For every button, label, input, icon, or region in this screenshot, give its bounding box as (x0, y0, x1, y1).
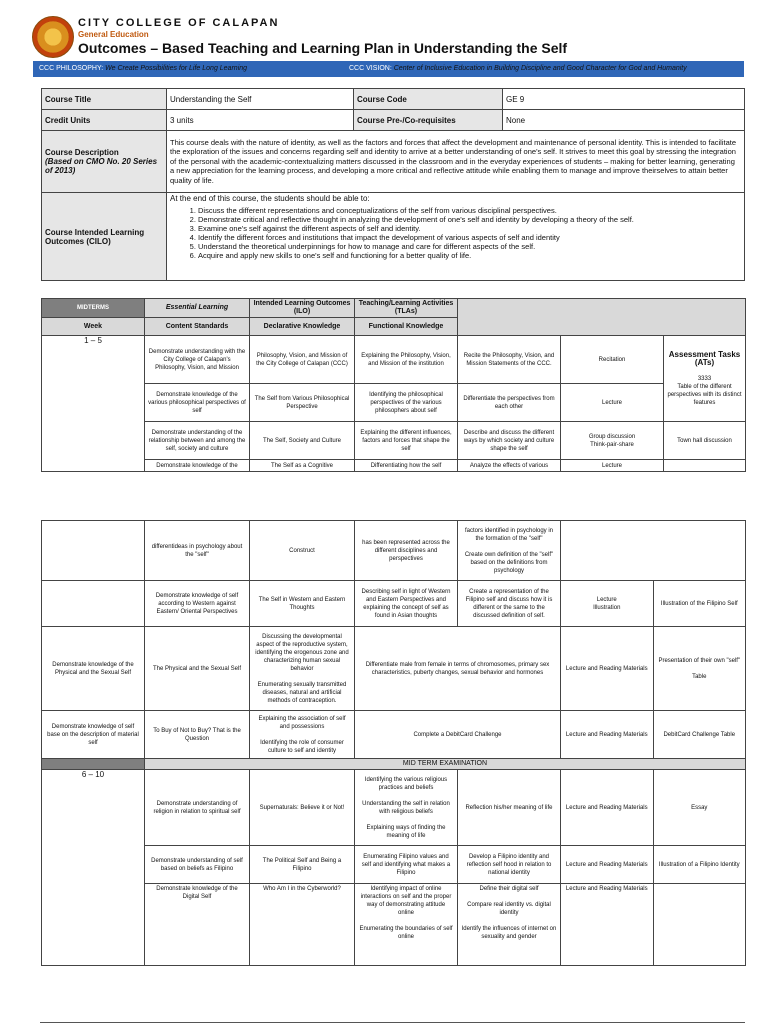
cilo-item: 1. Discuss the different representations and conceptualizations of the self from various disciplinal perspectives. (198, 206, 741, 215)
plan-table-page1 (41, 298, 746, 472)
cilo-item: 2. Demonstrate critical and reflective thought in analyzing the development of one's self and identity by developing a theory of the self. (198, 215, 741, 224)
tla: Lecture (561, 460, 664, 472)
activity: Create a representation of the Filipino self and discuss how it is different or the same to the discussed definition of self. (458, 581, 561, 627)
declarative: To Buy of Not to Buy? That is the Question (145, 711, 250, 759)
tla: Lecture (561, 384, 664, 422)
course-code: GE 9 (503, 89, 745, 110)
blank-header (458, 299, 746, 336)
assessment: DebitCard Challenge Table (653, 711, 745, 759)
credit-units-label: Credit Units (42, 110, 167, 131)
activity: Differentiate the perspectives from each other (458, 384, 561, 422)
midterms-header: MIDTERMS (42, 299, 145, 318)
activity: Describe and discuss the different ways by which society and culture shape the self (458, 422, 561, 460)
week-1-5: 1 – 5 (42, 336, 145, 472)
cilo-label: Course Intended Learning Outcomes (CILO) (42, 193, 167, 281)
declarative-header: Declarative Knowledge (250, 318, 355, 336)
vision: CCC VISION: Center of Inclusive Education in Building Discipline and Good Character for God and Humanity (349, 65, 687, 72)
tla: Lecture and Reading Materials (561, 884, 654, 966)
college-name: CITY COLLEGE OF CALAPAN (78, 17, 280, 29)
page-divider (40, 1022, 745, 1023)
functional: Explaining the association of self and possessions Identifying the role of consumer culture to self and identity (250, 711, 355, 759)
functional: Differentiating how the self (355, 460, 458, 472)
empty-cell (664, 460, 746, 472)
functional: Discussing the developmental aspect of the reproductive system, identifying the erogenous zone and characterizing human sexual behavior Enumerating sexually transmitted diseases, natural and artificial methods of contraception. (250, 627, 355, 711)
content-std: Demonstrate understanding of religion in relation to spiritual self (145, 770, 250, 846)
activity: Define their digital self Compare real identity vs. digital identity Identify the influences of internet on sexuality and gender (458, 884, 561, 966)
functional-header: Functional Knowledge (355, 318, 458, 336)
content-std: Demonstrate knowledge of self base on the description of material self (42, 711, 145, 759)
activity: Develop a Filipino identity and reflection self hood in relation to national identity (458, 846, 561, 884)
functional: has been represented across the different disciplines and perspectives (355, 521, 458, 581)
assessment: Illustration of a Filipino Identity (653, 846, 745, 884)
content-std: Demonstrate understanding of the relationship between and among the self, society and culture (145, 422, 250, 460)
midterm-exam-row: MID TERM EXAMINATION (145, 759, 746, 770)
declarative: Construct (250, 521, 355, 581)
content-std: Demonstrate knowledge of the Digital Self (145, 884, 250, 966)
ilo-header: Intended Learning Outcomes (ILO) (250, 299, 355, 318)
cilo-item: 6. Acquire and apply new skills to one's self and functioning for a better quality of life. (198, 251, 741, 260)
content-std: differentideas in psychology about the "self" (145, 521, 250, 581)
declarative: Supernaturals: Believe it or Not! (250, 770, 355, 846)
cilo-cell: At the end of this course, the students should be able to: 1. Discuss the different representations and conceptualizations of the self from various disciplinal perspectives. 2. Demonstrate critical and reflective thought in analyzing the development of one's self and identity by developing a theory of the self. 3. Examine one's self against the different aspects of self and identity. 4. Identify the different forces and institutions that impact the development of various aspects of self and identity 5. Understand the theoretical underpinnings for how to manage and care for different aspects of the self. 6. Acquire and apply new skills to one's self and functioning for a better quality of life. (167, 193, 745, 281)
empty-cell (561, 521, 746, 581)
content-std-header: Content Standards (145, 318, 250, 336)
week-6-10: 6 – 10 (42, 770, 145, 966)
tla: Lecture Illustration (561, 581, 654, 627)
course-description: This course deals with the nature of identity, as well as the factors and forces that affect the development and maintenance of personal identity. This is intended to facilitate the exploration of the issues and concerns regarding self and identity to arrive at a better understanding of one's self. It strives to meet this goal by stressing the integration of the personal with the academic-contextualizing matters discussed in the classroom and in the everyday experiences of students – making for better learning, generating a new appreciation for the learning process, and developing a more critical and reflective attitude while enabling them to manage and improve theirselves to attain better quality of life. (167, 131, 745, 193)
declarative: The Self, Society and Culture (250, 422, 355, 460)
functional: Enumerating Filipino values and self and identifying what makes a Filipino (355, 846, 458, 884)
philosophy-vision-band (33, 61, 744, 77)
content-std: Demonstrate knowledge of the (145, 460, 250, 472)
declarative: The Self in Western and Eastern Thoughts (250, 581, 355, 627)
declarative: The Self as a Cognitive (250, 460, 355, 472)
empty-cell (42, 759, 145, 770)
empty-cell (42, 521, 145, 581)
college-seal-icon (32, 16, 74, 58)
tla: Lecture and Reading Materials (561, 846, 654, 884)
content-std: Demonstrate understanding of self based on beliefs as Filipino (145, 846, 250, 884)
tla: Recitation (561, 336, 664, 384)
philosophy: CCC PHILOSOPHY: We Create Possibilities for Life Long Learning (39, 65, 248, 72)
week-header: Week (42, 318, 145, 336)
functional: Identifying impact of online interactions on self and the proper way of demonstrating attitude online Enumerating the boundaries of self online (355, 884, 458, 966)
activity: Reflection his/her meaning of life (458, 770, 561, 846)
document-title: Outcomes – Based Teaching and Learning Plan in Understanding the Self (78, 40, 568, 56)
credit-units: 3 units (167, 110, 354, 131)
course-code-label: Course Code (354, 89, 503, 110)
empty-cell (42, 581, 145, 627)
activity: Complete a DebitCard Challenge (355, 711, 561, 759)
activity: Differentiate male from female in terms of chromosomes, primary sex characteristics, puberty changes, sexual behavior and hormones (355, 627, 561, 711)
content-std: Demonstrate understanding with the City College of Calapan's Philosophy, Vision, and Mission (145, 336, 250, 384)
declarative: Who Am I in the Cyberworld? (250, 884, 355, 966)
assessment: Essay (653, 770, 745, 846)
course-info-table (41, 88, 745, 281)
activity: Recite the Philosophy, Vision, and Mission Statements of the CCC. (458, 336, 561, 384)
activity: factors identified in psychology in the formation of the "self" Create own definition of the "self" based on the definitions from psychology (458, 521, 561, 581)
tla: Lecture and Reading Materials (561, 711, 654, 759)
declarative: The Physical and the Sexual Self (145, 627, 250, 711)
cilo-item: 4. Identify the different forces and institutions that impact the development of various aspects of self and identity (198, 233, 741, 242)
activity: Analyze the effects of various (458, 460, 561, 472)
declarative: The Self from Various Philosophical Perspective (250, 384, 355, 422)
functional: Explaining the different influences, factors and forces that shape the self (355, 422, 458, 460)
course-title: Understanding the Self (167, 89, 354, 110)
assessment-cell: Assessment Tasks (ATs) 3333 Table of the different perspectives with its distinct features (664, 336, 746, 422)
declarative: The Political Self and Being a Filipino (250, 846, 355, 884)
prereq-label: Course Pre-/Co-requisites (354, 110, 503, 131)
tla: Group discussion Think-pair-share (561, 422, 664, 460)
prereq: None (503, 110, 745, 131)
content-std: Demonstrate knowledge of the various philosophical perspectives of self (145, 384, 250, 422)
tla: Lecture and Reading Materials (561, 770, 654, 846)
assessment: Illustration of the Filipino Self (653, 581, 745, 627)
empty-cell (653, 884, 745, 966)
description-label: Course Description (Based on CMO No. 20 Series of 2013) (42, 131, 167, 193)
tla: Lecture and Reading Materials (561, 627, 654, 711)
essential-header: Essential Learning (145, 299, 250, 318)
cilo-list (170, 206, 741, 260)
department-name: General Education (78, 30, 149, 39)
course-title-label: Course Title (42, 89, 167, 110)
functional: Explaining the Philosophy, Vision, and Mission of the institution (355, 336, 458, 384)
tla-header: Teaching/Learning Activities (TLAs) (355, 299, 458, 318)
content-std: Demonstrate knowledge of self according to Western against Eastern/ Oriental Perspectives (145, 581, 250, 627)
plan-table-page2 (41, 520, 746, 966)
assessment: Town hall discussion (664, 422, 746, 460)
assessment: Presentation of their own "self" Table (653, 627, 745, 711)
functional: Describing self in light of Western and Eastern Perspectives and explaining the concept of self as found in Asian thoughts (355, 581, 458, 627)
cilo-item: 5. Understand the theoretical underpinnings for how to manage and care for different aspects of the self. (198, 242, 741, 251)
content-std: Demonstrate knowledge of the Physical and the Sexual Self (42, 627, 145, 711)
cilo-item: 3. Examine one's self against the different aspects of self and identity. (198, 224, 741, 233)
functional: Identifying the various religious practices and beliefs Understanding the self in relation with religious beliefs Explaining ways of finding the meaning of life (355, 770, 458, 846)
functional: Identifying the philosophical perspectives of the various philosophers about self (355, 384, 458, 422)
declarative: Philosophy, Vision, and Mission of the City College of Calapan (CCC) (250, 336, 355, 384)
